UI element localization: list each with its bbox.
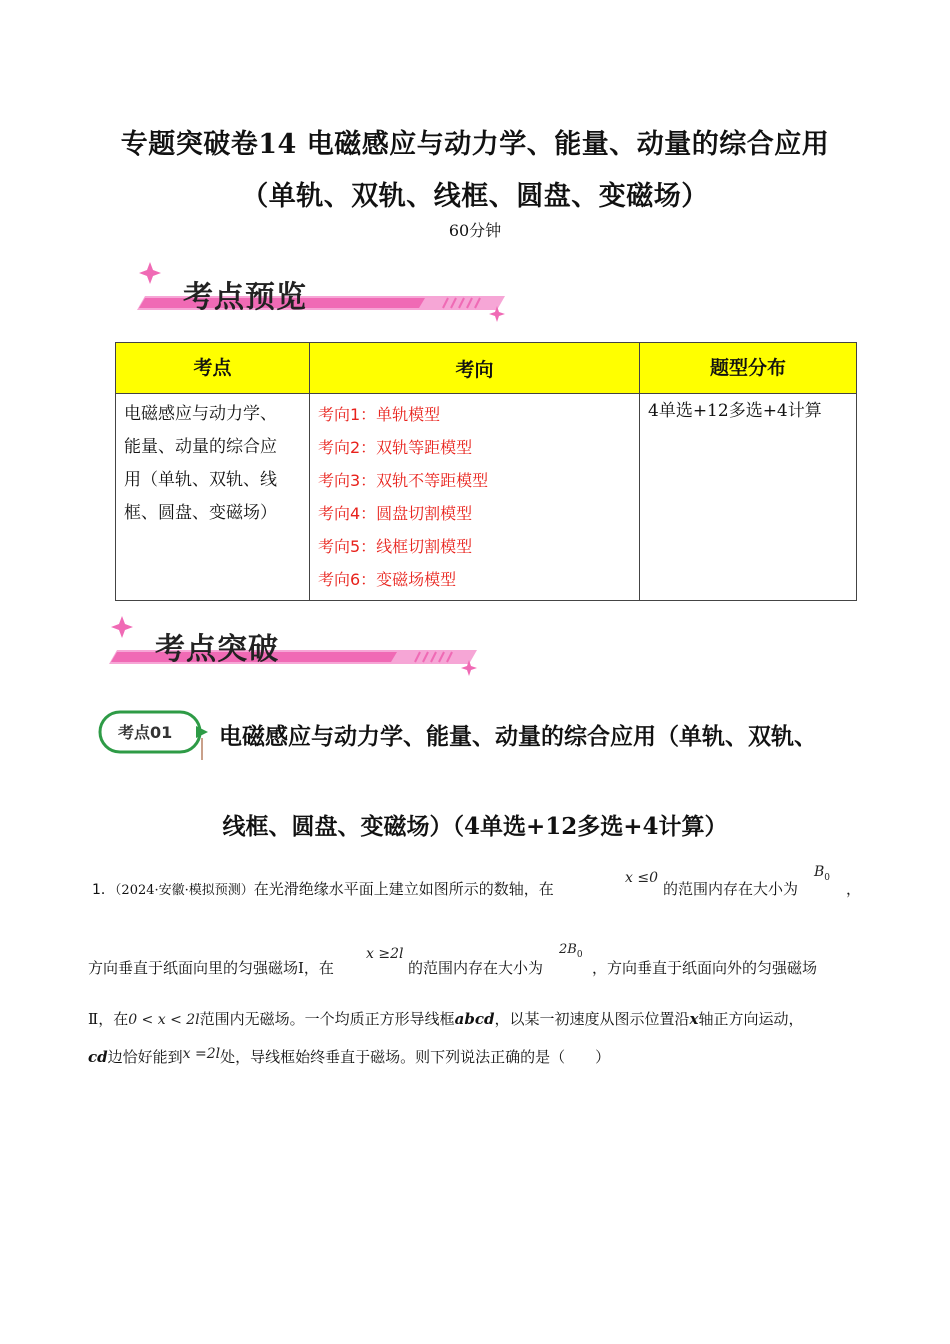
question-text: 的范围内存在大小为 [408, 959, 544, 977]
math-symbol: cd [88, 1048, 108, 1066]
topic-line: 用（单轨、双轨、线 [124, 470, 277, 490]
question-text: 范围内无磁场。一个均质正方形导线框 [199, 1010, 455, 1028]
math-symbol: B [814, 864, 825, 880]
section-tag-label: 考点01 [118, 723, 173, 742]
direction-item: 考向6：变磁场模型 [318, 570, 457, 589]
question-text: 轴正方向运动， [698, 1010, 804, 1028]
question-text: ， [846, 880, 862, 898]
distribution-cell: 4单选+12多选+4计算 [640, 394, 857, 601]
direction-item: 考向5：线框切割模型 [318, 537, 473, 556]
question-line [88, 1008, 804, 1029]
section-heading: 电磁感应与动力学、能量、动量的综合应用（单轨、双轨、 [219, 723, 817, 750]
question-number: 1． [92, 882, 115, 898]
topic-line: 能量、动量的综合应 [124, 437, 277, 457]
question-line [92, 878, 554, 899]
math-symbol: abcd [454, 1010, 495, 1028]
table-row [116, 394, 857, 601]
document-subtitle: （单轨、双轨、线框、圆盘、变磁场） [241, 181, 709, 212]
question-source: （2024·安徽·模拟预测） [114, 883, 254, 898]
math-symbol: 2B [559, 942, 577, 957]
direction-item: 考向3：双轨不等距模型 [318, 471, 489, 490]
breakthrough-banner-label: 考点突破 [155, 632, 279, 667]
question-text: ，方向垂直于纸面向外的匀强磁场 [592, 959, 818, 977]
math-expression: x ≤0 [625, 870, 658, 886]
math-symbol: x [689, 1010, 699, 1028]
question-text: 的范围内存在大小为 [663, 880, 799, 898]
question-text: 在光滑绝缘水平面上建立如图所示的数轴，在 [253, 880, 554, 898]
direction-cell [310, 394, 640, 601]
question-text: ，以某一初速度从图示位置沿 [494, 1010, 690, 1028]
topic-overview-table [115, 342, 857, 601]
topic-line: 框、圆盘、变磁场） [124, 503, 277, 523]
direction-item: 考向1：单轨模型 [318, 405, 441, 424]
question-text: 边恰好能到 [107, 1048, 183, 1066]
exam-duration: 60分钟 [448, 221, 502, 240]
table-header-direction: 考向 [310, 343, 640, 394]
preview-banner-label: 考点预览 [183, 280, 307, 315]
table-header-distribution: 题型分布 [640, 343, 857, 394]
math-subscript: 0 [576, 950, 583, 960]
table-header-row [116, 343, 857, 394]
document-title: 专题突破卷14 电磁感应与动力学、能量、动量的综合应用 [120, 129, 830, 160]
sparkle-icon [139, 262, 161, 284]
math-subscript: 0 [824, 873, 831, 883]
preview-banner [125, 258, 525, 328]
question-text: 处，导线框始终垂直于磁场。则下列说法正确的是（ ） [220, 1048, 611, 1066]
math-expression: x ≥2l [366, 946, 404, 962]
direction-item: 考向2：双轨等距模型 [318, 438, 473, 457]
question-text: Ⅱ，在 [88, 1010, 129, 1028]
section-tag [96, 708, 208, 762]
question-line [88, 1046, 610, 1067]
topic-cell [116, 394, 310, 601]
math-expression: 0 < x < 2l [128, 1012, 200, 1028]
math-expression [559, 942, 583, 960]
sparkle-icon [111, 616, 133, 638]
direction-item: 考向4：圆盘切割模型 [318, 504, 473, 523]
math-expression [814, 864, 830, 883]
topic-line: 电磁感应与动力学、 [124, 404, 277, 424]
section-heading-continued: 线框、圆盘、变磁场）（4单选+12多选+4计算） [222, 813, 728, 840]
question-line: 方向垂直于纸面向里的匀强磁场Ⅰ，在 [88, 959, 334, 977]
math-expression: x =2l [182, 1046, 221, 1062]
table-header-topic: 考点 [116, 343, 310, 394]
breakthrough-banner [97, 612, 497, 682]
